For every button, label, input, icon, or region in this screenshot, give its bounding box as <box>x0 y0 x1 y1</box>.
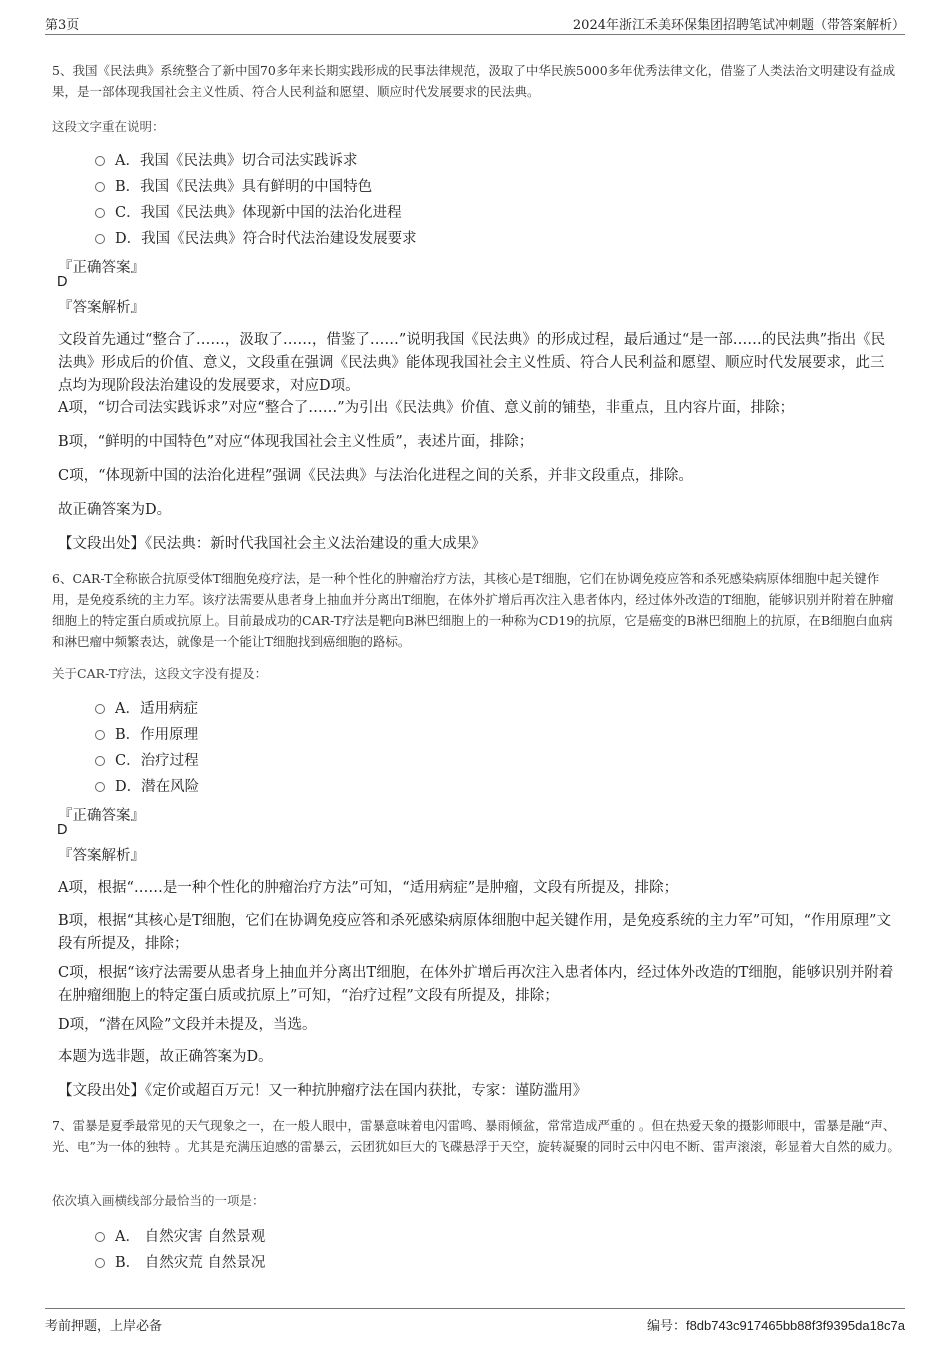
question-5-option-c[interactable]: C．我国《民法典》体现新中国的法治化进程 <box>95 201 402 222</box>
question-6-source: 【文段出处】《定价或超百万元！又一种抗肿瘤疗法在国内获批，专家：谨防滥用》 <box>58 1083 588 1099</box>
question-6-prompt: 关于CAR-T疗法，这段文字没有提及： <box>52 666 268 681</box>
question-6-option-c[interactable]: C．治疗过程 <box>95 749 199 770</box>
radio-icon[interactable] <box>95 1232 105 1242</box>
question-6-conclusion: 本题为选非题，故正确答案为D。 <box>58 1049 273 1065</box>
page-number: 第3页 <box>45 18 80 33</box>
radio-icon[interactable] <box>95 756 105 766</box>
page-footer <box>45 1308 905 1335</box>
question-6-analysis-label: 『答案解析』 <box>58 848 145 864</box>
question-6-answer: D <box>57 822 68 838</box>
question-6-option-d[interactable]: D．潜在风险 <box>95 775 199 796</box>
question-5-analysis-intro: 文段首先通过“整合了……，汲取了……，借鉴了……”说明我国《民法典》的形成过程，最后通过“是一部……的民法典”指出《民法典》形成后的价值、意义，文段重在强调《民法典》能体现我国社会主义性质、符合人民利益和愿望、顺应时代发展要求，此三点均为现阶段法治建设的发展要求，对应D项。 <box>58 332 886 394</box>
radio-icon[interactable] <box>95 704 105 714</box>
question-6-analysis-a: A项，根据“……是一种个性化的肿瘤治疗方法”可知，“适用病症”是肿瘤，文段有所提及，排除； <box>58 880 679 896</box>
question-5-option-a[interactable]: A．我国《民法典》切合司法实践诉求 <box>95 149 357 170</box>
document-title: 2024年浙江禾美环保集团招聘笔试冲刺题（带答案解析） <box>572 18 905 33</box>
question-6-option-b[interactable]: B．作用原理 <box>95 723 198 744</box>
document-code-value: f8db743c917465bb88f3f9395da18c7a <box>685 1318 905 1333</box>
question-6-stem: 6、CAR-T全称嵌合抗原受体T细胞免疫疗法，是一种个性化的肿瘤治疗方法，其核心是T细胞，它们在协调免疫应答和杀死感染病原体细胞中起关键作用，是免疫系统的主力军。该疗法需要从患者身上抽血并分离出T细胞，在体外扩增后再次注入患者体内，经过体外改造的T细胞，能够识别并附着在肿瘤细胞上的特定蛋白质或抗原上。目前最成功的CAR-T疗法是靶向B淋巴细胞上的一种称为CD19的抗原，它是癌变的B淋巴细胞上的抗原，在B细胞白血病和淋巴瘤中频繁表达，就像是一个能让T细胞找到癌细胞的路标。 <box>52 571 894 649</box>
document-code-label: 编号： <box>646 1319 686 1334</box>
radio-icon[interactable] <box>95 1258 105 1268</box>
question-7-option-b[interactable]: B． 自然灾荒 自然景况 <box>95 1251 265 1272</box>
question-5-analysis-a: A项，“切合司法实践诉求”对应“整合了……”为引出《民法典》价值、意义前的铺垫，非重点，且内容片面，排除； <box>58 400 795 416</box>
question-5-analysis-label: 『答案解析』 <box>58 300 145 316</box>
radio-icon[interactable] <box>95 156 105 166</box>
question-5-prompt: 这段文字重在说明： <box>52 119 165 134</box>
radio-icon[interactable] <box>95 782 105 792</box>
question-6-answer-label: 『正确答案』 <box>58 808 145 824</box>
question-7-option-a[interactable]: A． 自然灾害 自然景观 <box>95 1225 265 1246</box>
radio-icon[interactable] <box>95 208 105 218</box>
question-6-analysis-d: D项，“潜在风险”文段并未提及，当选。 <box>58 1017 317 1033</box>
question-5-option-b[interactable]: B．我国《民法典》具有鲜明的中国特色 <box>95 175 372 196</box>
question-7-stem: 7、雷暴是夏季最常见的天气现象之一，在一般人眼中，雷暴意味着电闪雷鸣、暴雨倾盆，常常造成严重的 。但在热爱天象的摄影师眼中，雷暴是融“声、光、电”为一体的独特 。尤其是充满压迫感的雷暴云，云团犹如巨大的飞碟悬浮于天空，旋转凝聚的同时云中闪电不断、雷声滚滚，彰显着大自然的威力。 <box>52 1118 900 1154</box>
question-5-analysis-c: C项，“体现新中国的法治化进程”强调《民法典》与法治化进程之间的关系，并非文段重点，排除。 <box>58 468 693 484</box>
radio-icon[interactable] <box>95 234 105 244</box>
question-6-analysis-b: B项，根据“其核心是T细胞，它们在协调免疫应答和杀死感染病原体细胞中起关键作用，是免疫系统的主力军”可知，“作用原理”文段有所提及，排除； <box>58 913 891 952</box>
question-7-prompt: 依次填入画横线部分最恰当的一项是： <box>52 1193 265 1208</box>
question-6-option-a[interactable]: A．适用病症 <box>95 697 198 718</box>
question-5-stem: 5、我国《民法典》系统整合了新中国70多年来长期实践形成的民事法律规范，汲取了中华民族5000多年优秀法律文化，借鉴了人类法治文明建设有益成果，是一部体现我国社会主义性质、符合人民利益和愿望、顺应时代发展要求的民法典。 <box>52 63 896 99</box>
question-6-analysis-c: C项，根据“该疗法需要从患者身上抽血并分离出T细胞，在体外扩增后再次注入患者体内，经过体外改造的T细胞，能够识别并附着在肿瘤细胞上的特定蛋白质或抗原上”可知，“治疗过程”文段有所提及，排除； <box>58 965 894 1004</box>
radio-icon[interactable] <box>95 730 105 740</box>
question-5-source: 【文段出处】《民法典：新时代我国社会主义法治建设的重大成果》 <box>58 536 486 552</box>
document-code <box>647 1315 905 1334</box>
question-5-conclusion: 故正确答案为D。 <box>58 502 172 518</box>
question-5-answer-label: 『正确答案』 <box>58 260 145 276</box>
radio-icon[interactable] <box>95 182 105 192</box>
question-5-analysis-b: B项，“鲜明的中国特色”对应“体现我国社会主义性质”，表述片面，排除； <box>58 434 534 450</box>
footer-slogan: 考前押题，上岸必备 <box>45 1319 163 1334</box>
question-5-option-d[interactable]: D．我国《民法典》符合时代法治建设发展要求 <box>95 227 417 248</box>
question-5-answer: D <box>57 274 68 290</box>
page-header <box>45 12 905 35</box>
